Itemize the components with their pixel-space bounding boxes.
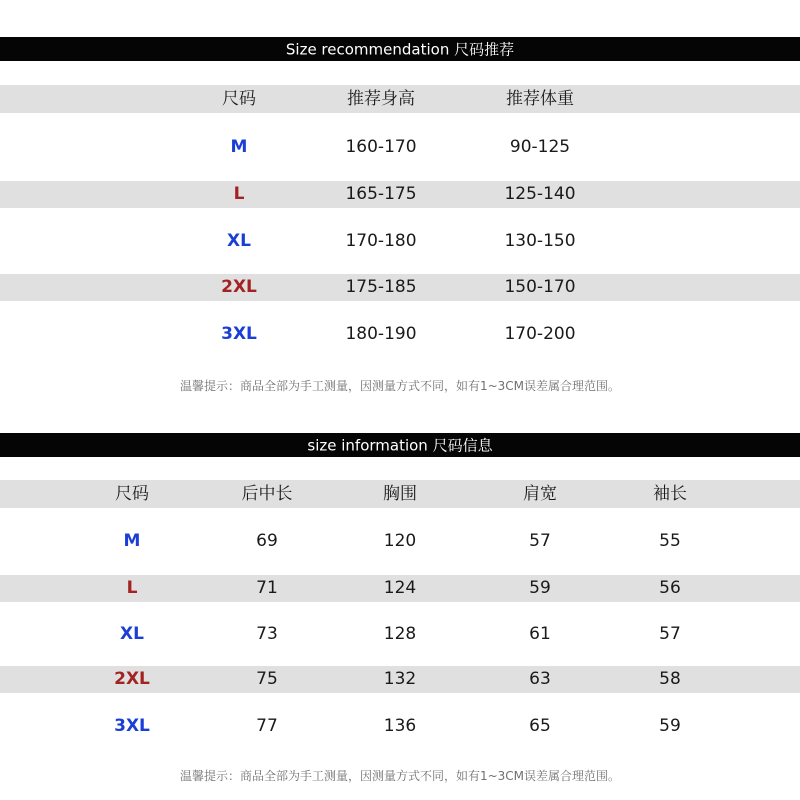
recommendation-header-row (0, 85, 800, 113)
back-length-value: 77 (256, 716, 278, 736)
height-value: 165-175 (345, 184, 417, 204)
sleeve-value: 55 (659, 531, 681, 551)
weight-value: 125-140 (504, 184, 576, 204)
shoulder-value: 59 (529, 578, 551, 598)
table-row (0, 274, 800, 301)
recommendation-title-bar (0, 37, 800, 61)
information-header-row (0, 480, 800, 508)
header-sleeve: 袖长 (653, 484, 687, 504)
header-chest: 胸围 (383, 484, 417, 504)
sleeve-value: 56 (659, 578, 681, 598)
height-value: 175-185 (345, 277, 417, 297)
header-back-length: 后中长 (241, 484, 293, 504)
sleeve-value: 57 (659, 624, 681, 644)
weight-value: 170-200 (504, 324, 576, 344)
height-value: 160-170 (345, 137, 417, 157)
size-label: 3XL (114, 716, 150, 736)
table-row (0, 527, 800, 555)
size-label: M (123, 531, 141, 551)
header-shoulder: 肩宽 (523, 484, 557, 504)
information-note: 温馨提示：商品全部为手工测量，因测量方式不同，如有1~3CM误差属合理范围。 (179, 769, 621, 783)
chest-value: 136 (383, 716, 417, 736)
shoulder-value: 61 (529, 624, 551, 644)
recommendation-note: 温馨提示：商品全部为手工测量，因测量方式不同，如有1~3CM误差属合理范围。 (179, 379, 621, 393)
size-label: L (233, 184, 245, 204)
size-label: XL (227, 231, 251, 251)
weight-value: 90-125 (509, 137, 571, 157)
shoulder-value: 63 (529, 669, 551, 689)
size-label: 2XL (221, 277, 257, 297)
table-row (0, 666, 800, 693)
sleeve-value: 58 (659, 669, 681, 689)
back-length-value: 69 (256, 531, 278, 551)
table-row (0, 320, 800, 348)
height-value: 180-190 (345, 324, 417, 344)
table-row (0, 181, 800, 208)
shoulder-value: 65 (529, 716, 551, 736)
sleeve-value: 59 (659, 716, 681, 736)
information-title-bar (0, 433, 800, 457)
height-value: 170-180 (345, 231, 417, 251)
back-length-value: 75 (256, 669, 278, 689)
shoulder-value: 57 (529, 531, 551, 551)
header-size: 尺码 (222, 89, 256, 109)
recommendation-title: Size recommendation 尺码推荐 (285, 40, 515, 59)
chest-value: 124 (383, 578, 417, 598)
table-row (0, 575, 800, 602)
size-label: XL (120, 624, 144, 644)
information-title: size information 尺码信息 (307, 436, 493, 455)
weight-value: 130-150 (504, 231, 576, 251)
table-row (0, 620, 800, 648)
size-label: 2XL (114, 669, 150, 689)
chest-value: 132 (383, 669, 417, 689)
table-row (0, 712, 800, 740)
header-height: 推荐身高 (347, 89, 415, 109)
table-row (0, 133, 800, 161)
weight-value: 150-170 (504, 277, 576, 297)
header-weight: 推荐体重 (506, 89, 574, 109)
size-label: 3XL (221, 324, 257, 344)
chest-value: 128 (383, 624, 417, 644)
header-size: 尺码 (115, 484, 149, 504)
size-label: L (126, 578, 138, 598)
size-label: M (230, 137, 248, 157)
chest-value: 120 (383, 531, 417, 551)
table-row (0, 227, 800, 255)
back-length-value: 73 (256, 624, 278, 644)
back-length-value: 71 (256, 578, 278, 598)
